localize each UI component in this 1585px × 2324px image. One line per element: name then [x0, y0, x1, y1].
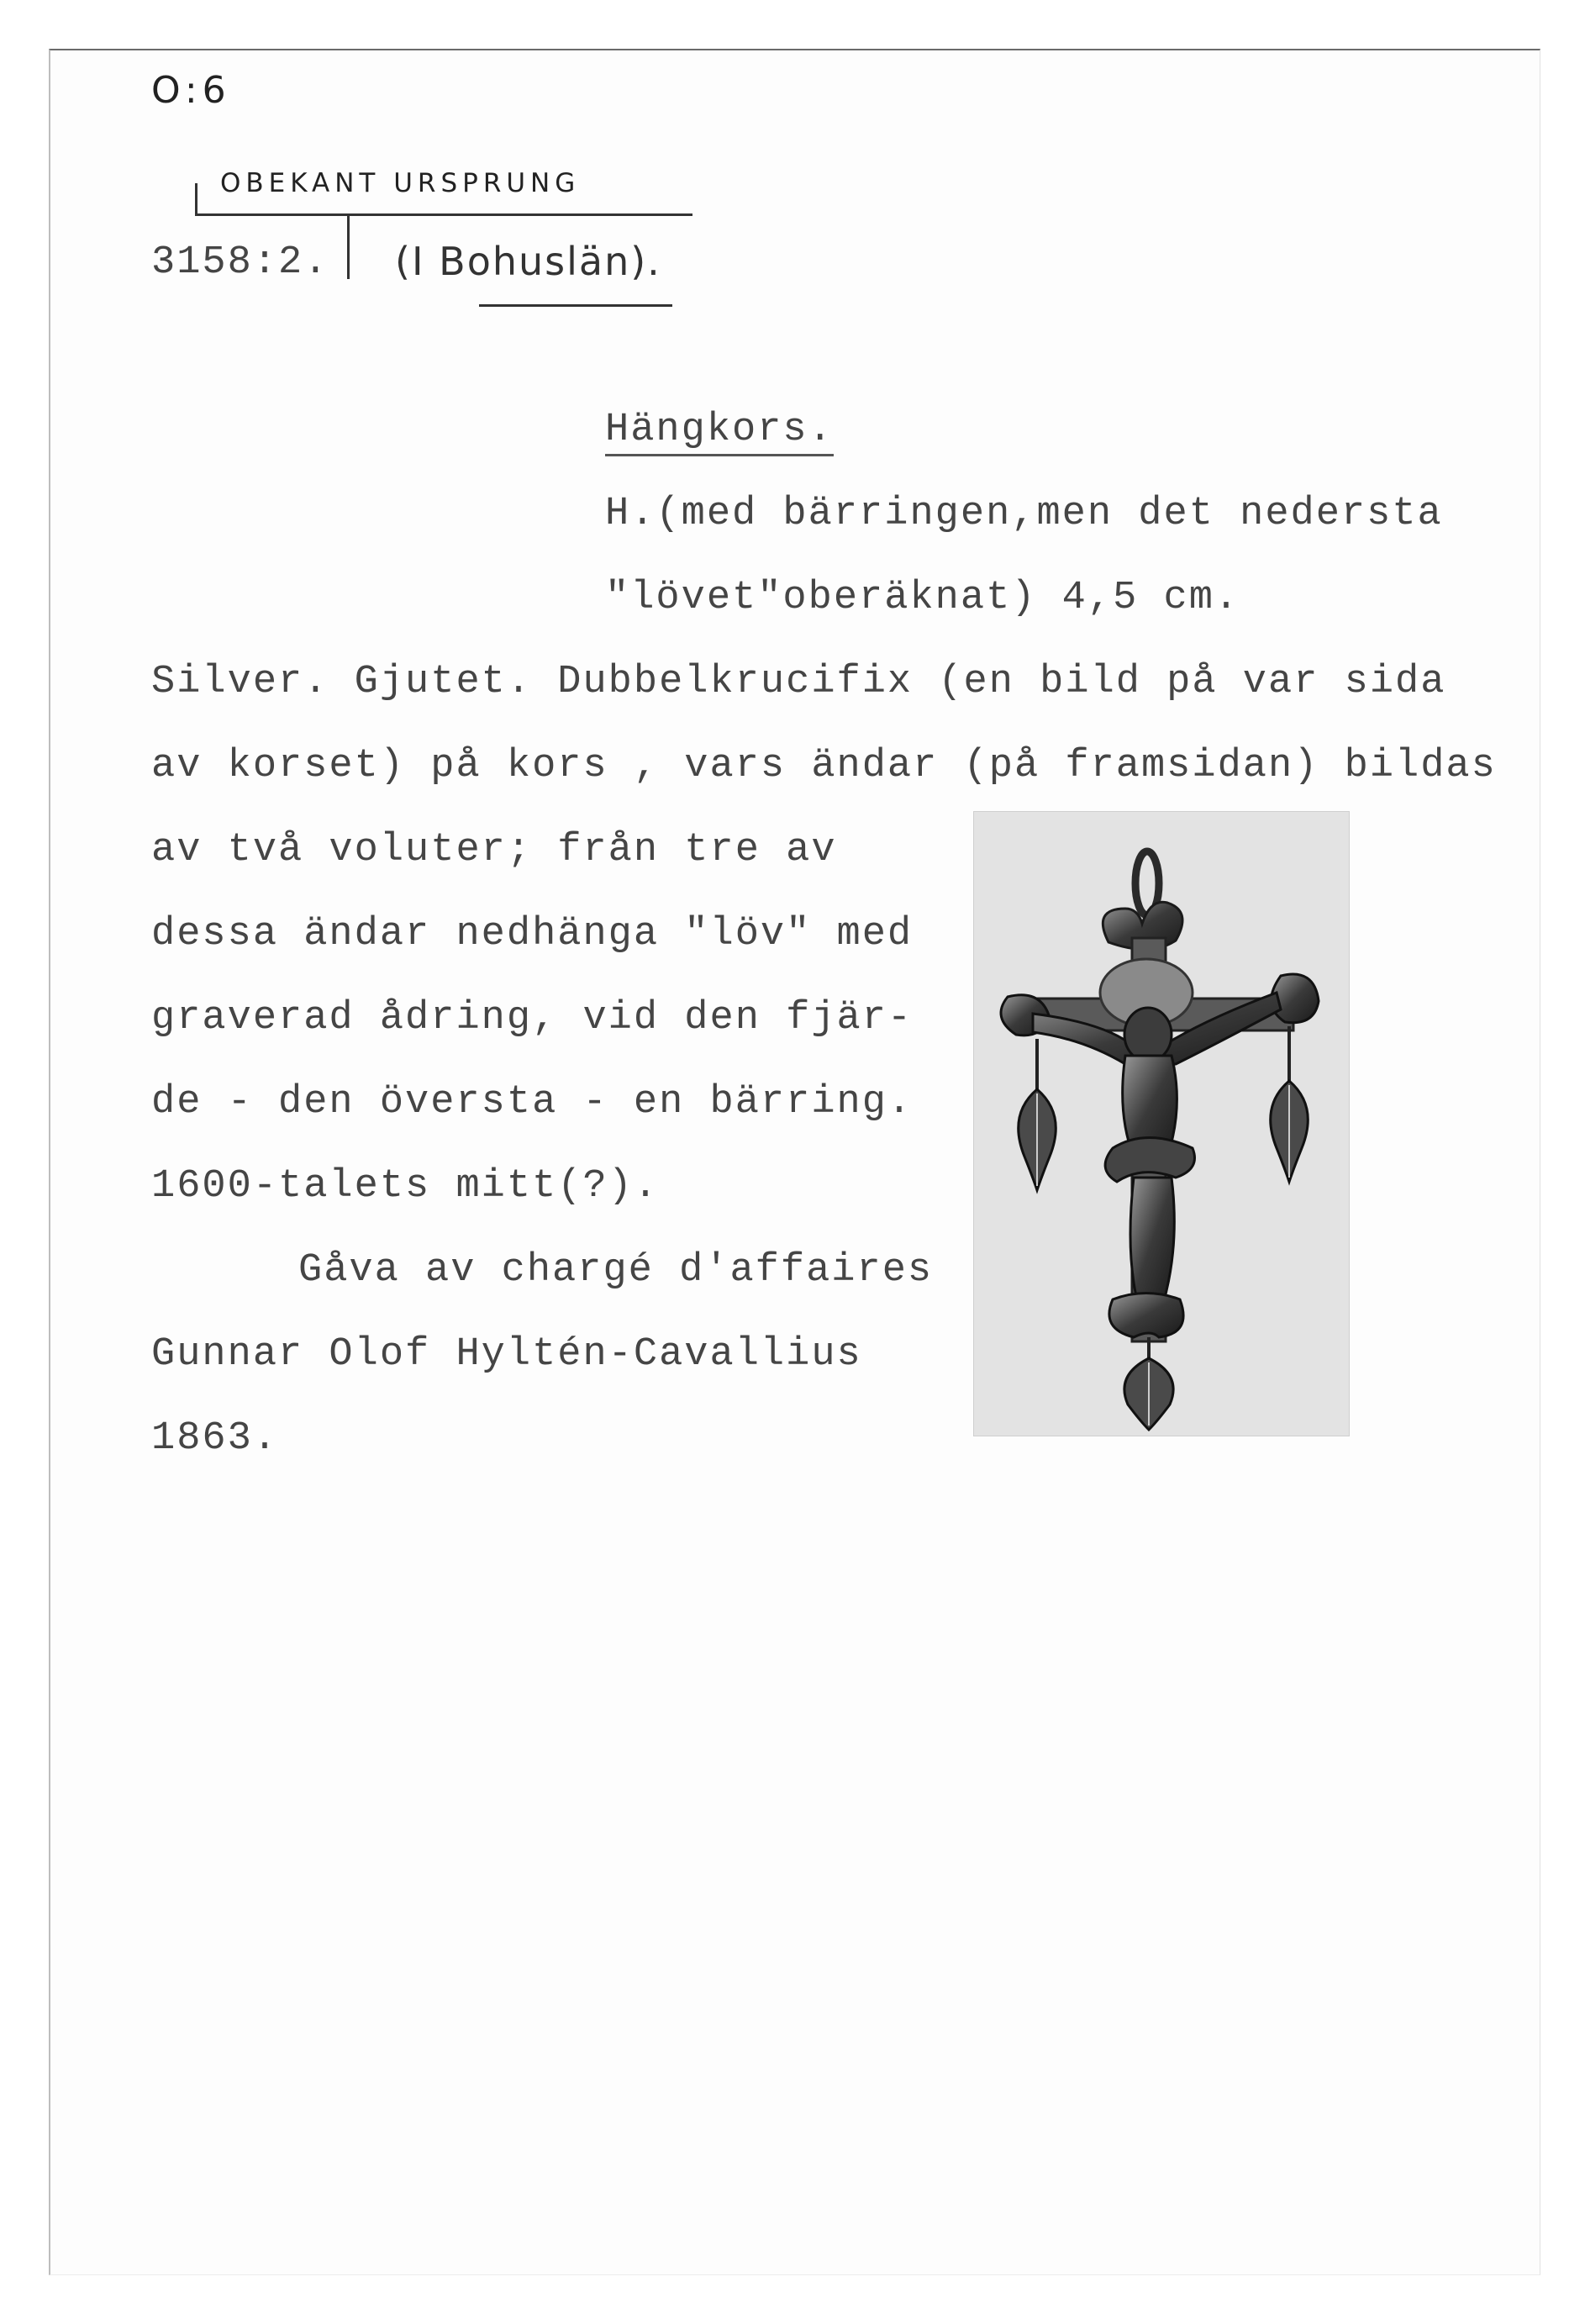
province-note: (I Bohuslän).	[395, 239, 661, 284]
inventory-number: 3158:2.	[151, 240, 329, 285]
object-title: Hängkors.	[605, 408, 834, 456]
measure-line-1: H.(med bärringen,men det nedersta	[605, 492, 1443, 536]
crucifix-pendant-photo	[973, 811, 1350, 1436]
crucifix-pendant-icon	[974, 812, 1349, 1436]
description-line-1: Silver. Gjutet. Dubbelkrucifix (en bild på var sida	[151, 660, 1446, 704]
description-line-2: av korset) på kors , vars ändar (på framsidan) bildas	[151, 744, 1497, 788]
provenance-line-3: 1863.	[151, 1416, 279, 1461]
origin-stamp: OBEKANT URSPRUNG	[220, 168, 581, 198]
description-line-5: graverad ådring, vid den fjär-	[151, 996, 914, 1041]
measure-line-2: "lövet"oberäknat) 4,5 cm.	[605, 576, 1240, 620]
origin-stamp-underline	[195, 213, 692, 216]
province-underline	[479, 304, 672, 307]
provenance-line-2: Gunnar Olof Hyltén-Cavallius	[151, 1332, 862, 1377]
provenance-line-1: Gåva av chargé d'affaires	[298, 1248, 934, 1293]
origin-stamp-stem	[347, 215, 350, 279]
description-line-6: de - den översta - en bärring.	[151, 1080, 914, 1125]
description-line-7: 1600-talets mitt(?).	[151, 1164, 660, 1209]
origin-stamp-left-tick	[195, 183, 197, 215]
description-line-4: dessa ändar nedhänga "löv" med	[151, 912, 914, 956]
description-line-3: av två voluter; från tre av	[151, 828, 837, 872]
shelf-mark: O:6	[151, 69, 231, 112]
